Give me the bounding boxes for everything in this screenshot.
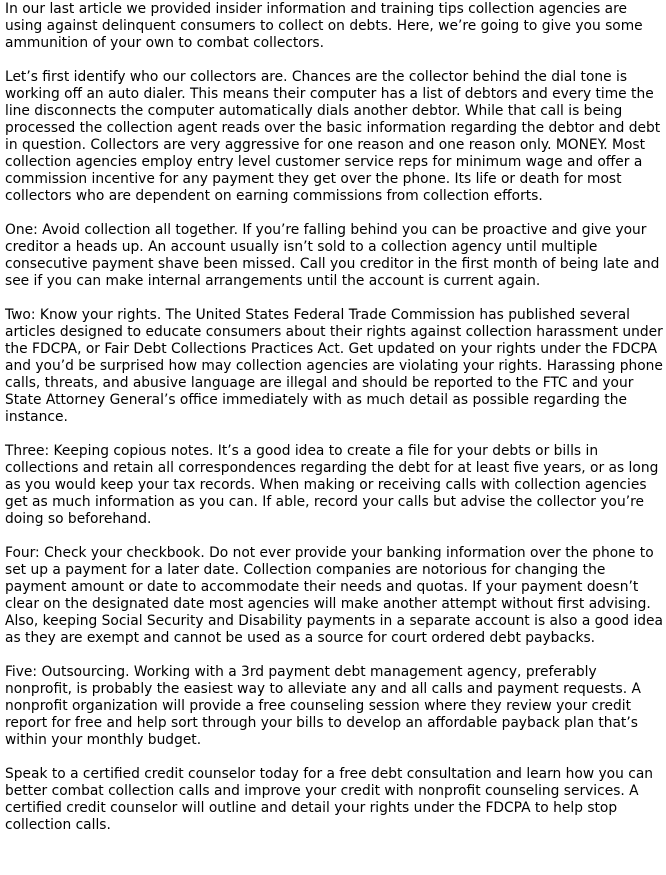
collectors-paragraph: Let’s first identify who our collectors are. Chances are the collector behind the dial tone is working off an auto dialer. This means their computer has a list of debtors and every time the line disconnects the computer automatically dials another debtor. While that call is being processed the collection agent reads over the basic information regarding the debtor and debt in question. Collectors are very aggressive for one reason and one reason only. MONEY. Most collection agencies employ entry level customer service reps for minimum wage and offer a commission incentive for any payment they get over the phone. Its life or death for most collectors who are dependent on earning commissions from collection efforts. [5, 69, 661, 204]
intro-paragraph: In our last article we provided insider information and training tips collection agencies are using against delinquent consumers to collect on debts. Here, we’re going to give you some ammunition of your own to combat collectors. [5, 1, 643, 51]
tip-one-paragraph: One: Avoid collection all together. If you’re falling behind you can be proactive and give your creditor a heads up. An account usually isn’t sold to a collection agency until multiple consecutive payment shave been missed. Call you creditor in the first month of being late and see if you can make internal arrangements until the account is current again. [5, 222, 660, 289]
tip-two-paragraph: Two: Know your rights. The United States Federal Trade Commission has published several articles designed to educate consumers about their rights against collection harassment under the FDCPA, or Fair Debt Collections Practices Act. Get updated on your rights under the FDCPA and you’d be surprised how may collection agencies are violating your rights. Harassing phone calls, threats, and abusive language are illegal and should be reported to the FTC and your State Attorney General’s office immediately with as much detail as possible regarding the instance. [5, 307, 663, 425]
closing-paragraph: Speak to a certified credit counselor today for a free debt consultation and learn how you can better combat collection calls and improve your credit with nonprofit counseling services. A certified credit counselor will outline and detail your rights under the FDCPA to help stop collection calls. [5, 766, 654, 833]
tip-three-paragraph: Three: Keeping copious notes. It’s a good idea to create a file for your debts or bills in collections and retain all correspondences regarding the debt for at least five years, or as long as you would keep your tax records. When making or receiving calls with collection agencies get as much information as you can. If able, record your calls but advise the collector you’re doing so beforehand. [5, 443, 659, 527]
tip-four-paragraph: Four: Check your checkbook. Do not ever provide your banking information over the phone to set up a payment for a later date. Collection companies are notorious for changing the payment amount or date to accommodate their needs and quotas. If your payment doesn’t clear on the designated date most agencies will make another attempt without first advising. Also, keeping Social Security and Disability payments in a separate account is also a good idea as they are exempt and cannot be used as a source for court ordered debt paybacks. [5, 545, 663, 646]
tip-five-paragraph: Five: Outsourcing. Working with a 3rd payment debt management agency, preferably nonprofit, is probably the easiest way to alleviate any and all calls and payment requests. A nonprofit organization will provide a free counseling session where they review your credit report for free and help sort through your bills to develop an affordable payback plan that’s within your monthly budget. [5, 664, 641, 748]
